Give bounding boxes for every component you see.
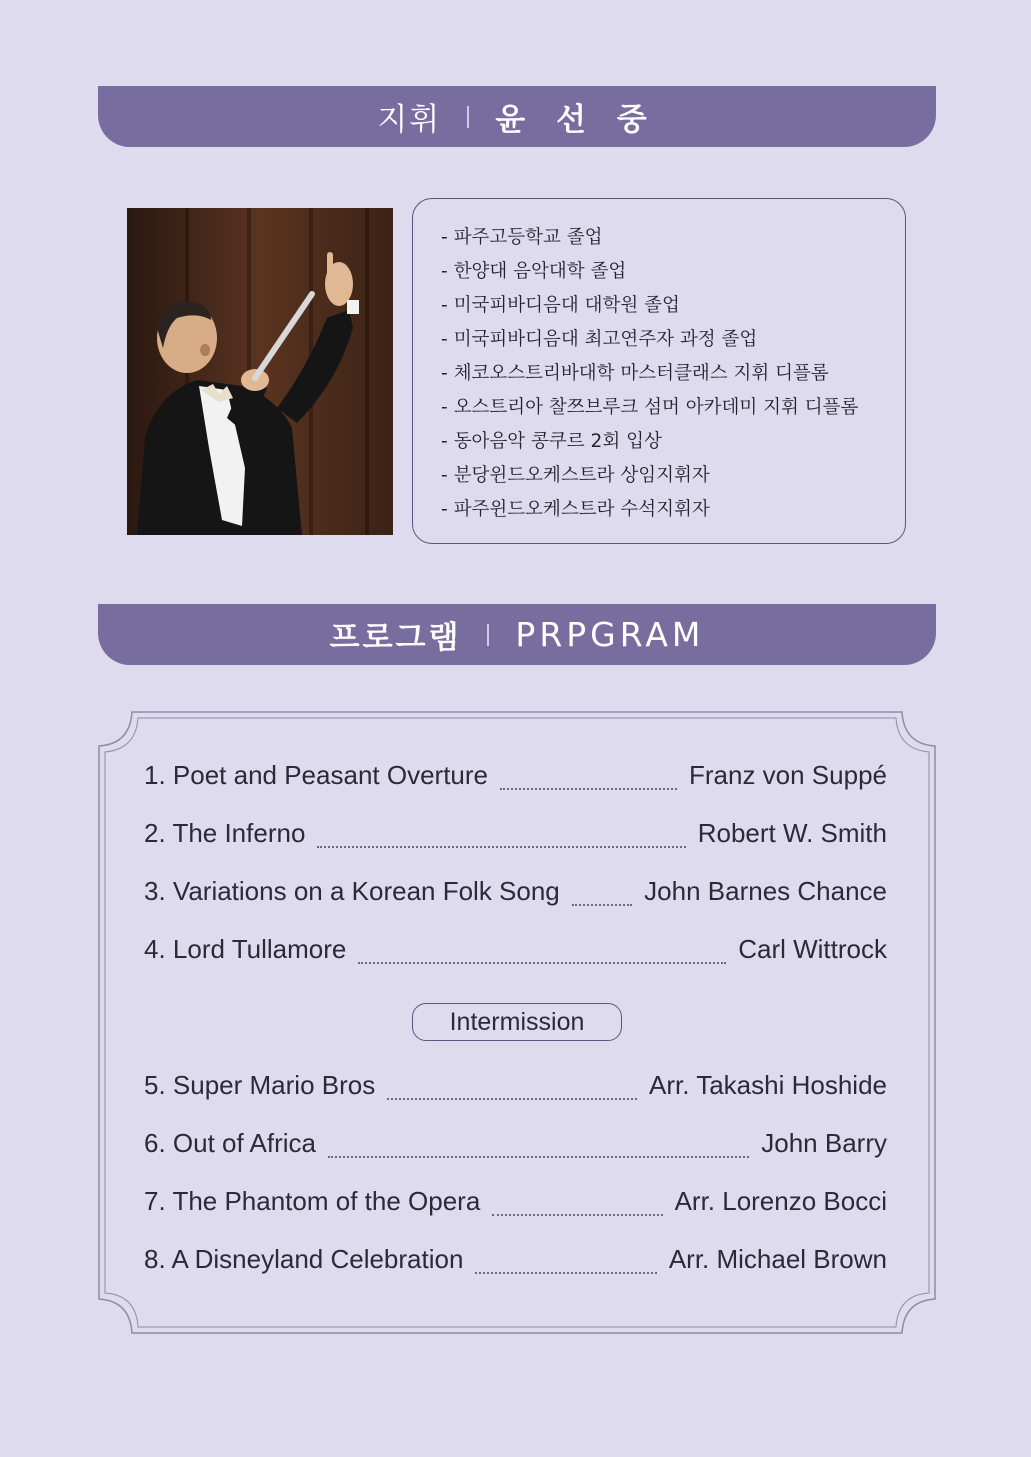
program-item-1: [144, 760, 887, 800]
conductor-name: 윤 선 중: [495, 102, 657, 138]
bio-list: [441, 221, 905, 527]
program-item-composer: John Barnes Chance: [644, 876, 887, 906]
header-separator: [467, 106, 469, 128]
conductor-label: 지휘: [377, 102, 442, 138]
bio-item: - 파주고등학교 졸업: [441, 227, 603, 248]
program-item-title: 4. Lord Tullamore: [144, 934, 347, 964]
program-item-composer: Arr. Takashi Hoshide: [649, 1070, 887, 1100]
program-label-en: PRPGRAM: [515, 615, 705, 654]
program-item-title: 5. Super Mario Bros: [144, 1070, 376, 1100]
bio-item: - 분당윈드오케스트라 상임지휘자: [441, 465, 710, 486]
program-item-title: 1. Poet and Peasant Overture: [144, 760, 488, 790]
bio-item: - 한양대 음악대학 졸업: [441, 261, 627, 282]
program-item-composer: Carl Wittrock: [738, 934, 887, 964]
program-item-6: [144, 1128, 887, 1168]
program-label: 프로그램: [329, 620, 462, 656]
leader-dots: [387, 1098, 637, 1100]
leader-dots: [328, 1156, 749, 1158]
leader-dots: [500, 788, 677, 790]
program-item-5: [144, 1070, 887, 1110]
program-item-8: [144, 1244, 887, 1284]
conductor-bio-box: [412, 198, 906, 544]
header-separator: [487, 624, 489, 646]
leader-dots: [475, 1272, 656, 1274]
program-item-2: [144, 818, 887, 858]
program-item-composer: John Barry: [761, 1128, 887, 1158]
leader-dots: [358, 962, 726, 964]
conductor-photo: [127, 208, 393, 535]
program-item-title: 8. A Disneyland Celebration: [144, 1244, 464, 1274]
leader-dots: [317, 846, 685, 848]
program-item-title: 7. The Phantom of the Opera: [144, 1186, 481, 1216]
conductor-photo-illustration: [127, 208, 393, 535]
bio-item: - 파주윈드오케스트라 수석지휘자: [441, 499, 710, 520]
program-header-bar: [98, 604, 936, 665]
bio-item: - 오스트리아 찰쯔브루크 섬머 아카데미 지휘 디플롬: [441, 397, 859, 418]
bio-item: - 동아음악 콩쿠르 2회 입상: [441, 431, 662, 452]
program-item-3: [144, 876, 887, 916]
bio-item: - 체코오스트리바대학 마스터클래스 지휘 디플롬: [441, 363, 829, 384]
bio-item: - 미국피바디음대 최고연주자 과정 졸업: [441, 329, 758, 350]
leader-dots: [492, 1214, 662, 1216]
program-item-4: [144, 934, 887, 974]
bio-item: - 미국피바디음대 대학원 졸업: [441, 295, 680, 316]
program-item-composer: Arr. Michael Brown: [668, 1244, 887, 1274]
program-item-7: [144, 1186, 887, 1226]
program-item-composer: Franz von Suppé: [688, 760, 887, 790]
program-item-title: 3. Variations on a Korean Folk Song: [144, 876, 560, 906]
intermission-badge: Intermission: [412, 1003, 622, 1041]
program-item-title: 6. Out of Africa: [144, 1128, 316, 1158]
leader-dots: [572, 904, 632, 906]
program-item-composer: Arr. Lorenzo Bocci: [674, 1186, 887, 1216]
conductor-header-bar: [98, 86, 936, 147]
program-item-title: 2. The Inferno: [144, 818, 306, 848]
program-item-composer: Robert W. Smith: [697, 818, 887, 848]
